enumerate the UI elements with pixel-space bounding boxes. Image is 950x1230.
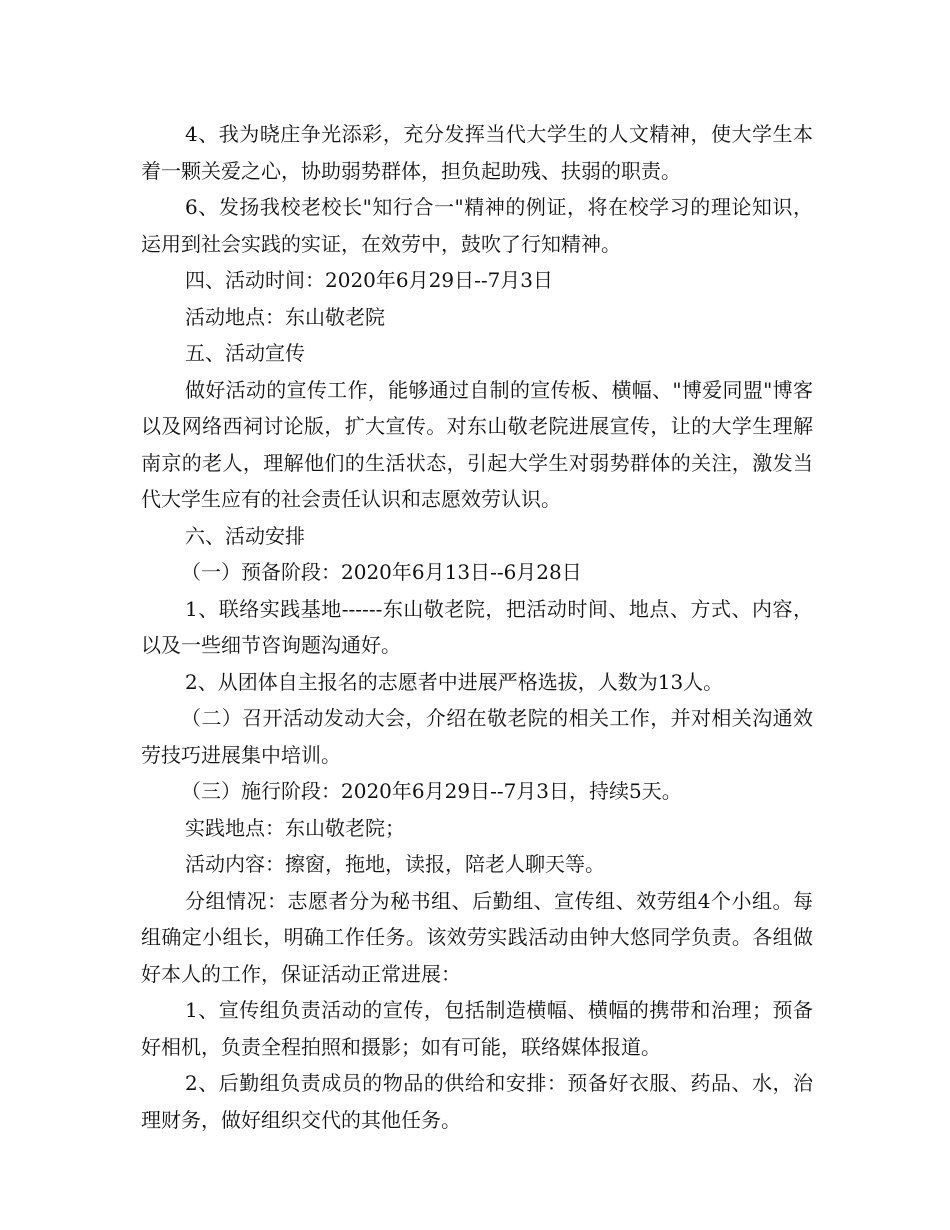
document-body xyxy=(141,116,813,1138)
paragraph-publicity-group: 1、宣传组负责活动的宣传，包括制造横幅、横幅的携带和治理；预备好相机，负责全程拍照和摄影；如有可能，联络媒体报道。 xyxy=(141,998,813,1059)
paragraph-logistics-group: 2、后勤组负责成员的物品的供给和安排：预备好衣服、药品、水，治理财务，做好组织交代的其他任务。 xyxy=(141,1071,813,1132)
paragraph-volunteer-selection: 2、从团体自主报名的志愿者中进展严格选拔，人数为13人。 xyxy=(185,669,724,694)
section-heading-publicity: 五、活动宣传 xyxy=(185,341,305,365)
paragraph-practice-location: 实践地点：东山敬老院； xyxy=(185,815,405,840)
paragraph-contact-base: 1、联络实践基地------东山敬老院，把活动时间、地点、方式、内容，以及一些细节咨询题沟通好。 xyxy=(141,596,813,657)
section-heading-arrangement: 六、活动安排 xyxy=(185,523,305,548)
paragraph-kickoff-meeting: （二）召开活动发动大会，介绍在敬老院的相关工作，并对相关沟通效劳技巧进展集中培训。 xyxy=(141,706,813,767)
paragraph-grouping: 分组情况：志愿者分为秘书组、后勤组、宣传组、效劳组4个小组。每组确定小组长，明确工作任务。该效劳实践活动由钟大悠同学负责。各组做好本人的工作，保证活动正常进展： xyxy=(141,888,813,986)
paragraph-activity-time: 四、活动时间：2020年6月29日--7月3日 xyxy=(185,268,554,292)
paragraph-implementation-stage: （三）施行阶段：2020年6月29日--7月3日，持续5天。 xyxy=(181,779,682,803)
paragraph-publicity: 做好活动的宣传工作，能够通过自制的宣传板、横幅、"博爱同盟"博客以及网络西祠讨论版，扩大宣传。对东山敬老院进展宣传，让的大学生理解南京的老人，理解他们的生活状态，引起大学生对弱势群体的关注，激发当代大学生应有的社会责任认识和志愿效劳认识。 xyxy=(141,377,813,511)
paragraph-goal-6: 6、发扬我校老校长"知行合一"精神的例证，将在校学习的理论知识，运用到社会实践的实证，在效劳中，鼓吹了行知精神。 xyxy=(141,195,813,256)
paragraph-activity-content: 活动内容：擦窗，拖地，读报，陪老人聊天等。 xyxy=(185,852,605,876)
paragraph-activity-location: 活动地点：东山敬老院 xyxy=(185,304,385,329)
paragraph-goal-4: 4、我为晓庄争光添彩，充分发挥当代大学生的人文精神，使大学生本着一颗关爱之心，协助弱势群体，担负起助残、扶弱的职责。 xyxy=(141,122,813,183)
paragraph-preparation-stage: （一）预备阶段：2020年6月13日--6月28日 xyxy=(181,560,582,584)
